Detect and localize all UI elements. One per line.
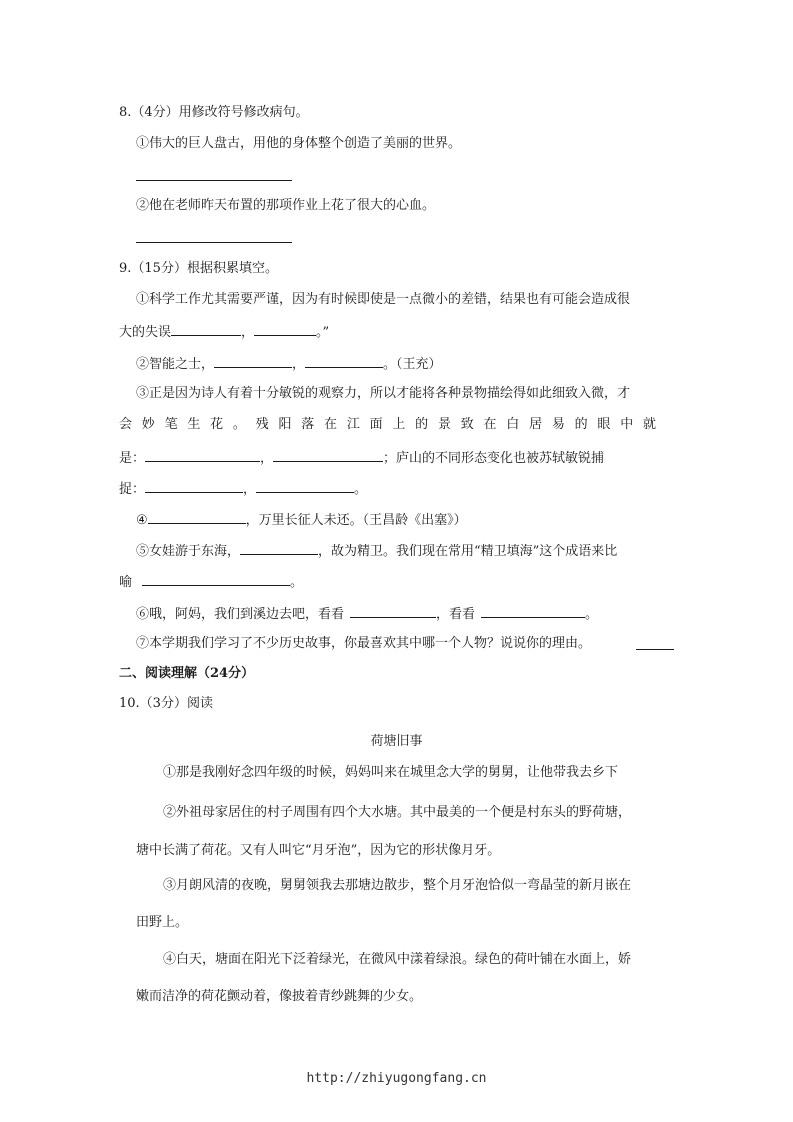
q9-item-2-text: ②智能之士，	[136, 357, 215, 372]
justified-char: 生	[187, 417, 201, 432]
paragraph-2-line-1: ②外祖母家居住的村子周围有四个大水塘。其中最美的一个便是村东头的野荷塘，	[163, 805, 632, 820]
fill-blank[interactable]	[254, 322, 316, 336]
q9-item-7-answer-line[interactable]	[636, 649, 674, 650]
justified-char: 妙	[141, 417, 155, 432]
q9-item-1-line-1: ①科学工作尤其需要严谨，因为有时候即使是一点微小的差错，结果也有可能会造成很	[136, 292, 631, 307]
paragraph-4-line-2: 嫩而洁净的荷花颤动着，像披着青纱跳舞的少女。	[136, 989, 423, 1004]
passage-title: 荷塘旧事	[370, 734, 423, 749]
justified-char: 在	[324, 417, 338, 432]
justified-char: 的	[574, 417, 588, 432]
q9-item-6	[136, 604, 598, 624]
fill-blank[interactable]	[240, 541, 318, 555]
justified-char: 笔	[164, 417, 178, 432]
q9-item-6-text-2: ，看看	[436, 607, 476, 622]
question-9-heading: 9.（15分）根据积累填空。	[119, 261, 278, 276]
question-8-heading: 8.（4分）用修改符号修改病句。	[119, 105, 309, 120]
justified-char: 上	[392, 417, 406, 432]
q9-item-3-label: 是：	[119, 451, 146, 466]
q9-item-3-label-2: 捉：	[119, 482, 146, 497]
q9-item-3-line-2	[119, 416, 656, 434]
justified-char: 落	[301, 417, 315, 432]
fill-blank[interactable]	[145, 448, 260, 462]
footer-url[interactable]: http://zhiyugongfang.cn	[306, 1071, 487, 1086]
justified-char: 的	[415, 417, 429, 432]
comma: ，	[260, 451, 274, 466]
justified-char: 。	[232, 417, 246, 432]
q9-item-5-text-3: 喻	[119, 575, 133, 590]
paragraph-3-line-1: ③月朗风清的夜晚，舅舅领我去那塘边散步，整个月牙泡恰似一弯晶莹的新月嵌在	[163, 878, 632, 893]
fill-blank[interactable]	[256, 479, 354, 493]
q9-item-4-num: ④	[136, 513, 148, 528]
justified-char: 残	[255, 417, 269, 432]
justified-char: 易	[551, 417, 565, 432]
q8-sentence-1: ①伟大的巨人盘古，用他的身体整个创造了美丽的世界。	[136, 136, 462, 151]
q9-item-5-line-2	[119, 572, 303, 592]
q9-item-3-line-3	[119, 448, 604, 468]
paragraph-4-line-1: ④白天，塘面在阳光下泛着绿光，在微风中漾着绿浪。绿色的荷叶铺在水面上，娇	[163, 952, 632, 967]
fill-blank[interactable]	[350, 604, 436, 618]
q9-item-3-line-1: ③正是因为诗人有着十分敏锐的观察力，所以才能将各种景物描绘得如此细致入微，才	[136, 386, 631, 401]
period: 。	[354, 482, 368, 497]
q9-item-5-text-2: ，故为精卫。我们现在常用“精卫填海”这个成语来比	[318, 544, 618, 559]
q9-item-6-text: ⑥哦，阿妈，我们到溪边去吧，看看	[136, 607, 345, 622]
q9-item-2	[136, 354, 442, 374]
fill-blank[interactable]	[273, 448, 383, 462]
justified-char: 致	[460, 417, 474, 432]
fill-blank[interactable]	[171, 322, 241, 336]
comma: ，	[292, 357, 306, 372]
justified-char: 景	[437, 417, 451, 432]
q8-answer-line-1[interactable]	[136, 180, 292, 181]
justified-char: 眼	[597, 417, 611, 432]
justified-char: 会	[119, 417, 133, 432]
fill-blank[interactable]	[305, 354, 383, 368]
justified-char: 江	[346, 417, 360, 432]
paragraph-1: ①那是我刚好念四年级的时候，妈妈叫来在城里念大学的舅舅，让他带我去乡下	[163, 765, 619, 780]
fill-blank[interactable]	[214, 354, 292, 368]
q9-item-1-text: 大的失误	[119, 325, 172, 340]
fill-blank[interactable]	[481, 604, 585, 618]
q9-item-3-text-2: ；庐山的不同形态变化也被苏轼敏锐捕	[383, 451, 605, 466]
q9-item-4-text: ，万里长征人未还。（王昌龄《出塞》）	[245, 513, 467, 528]
q9-item-4	[136, 510, 467, 530]
q9-item-5-text: ⑤女娃游于东海，	[136, 544, 241, 559]
q8-answer-line-2[interactable]	[136, 242, 292, 243]
justified-char: 花	[210, 417, 224, 432]
closing-quote: 。”	[316, 325, 330, 340]
question-10-heading: 10.（3分）阅读	[119, 696, 213, 711]
justified-char: 就	[642, 417, 656, 432]
justified-char: 居	[529, 417, 543, 432]
period: 。	[585, 607, 599, 622]
period: 。	[290, 575, 304, 590]
fill-blank[interactable]	[142, 572, 290, 586]
q8-sentence-2: ②他在老师昨天布置的那项作业上花了很大的心血。	[136, 198, 436, 213]
q9-item-3-line-4	[119, 479, 367, 499]
q9-item-5-line-1	[136, 541, 617, 561]
comma: ，	[241, 325, 255, 340]
q9-item-2-source: 。（王充）	[383, 357, 442, 372]
paragraph-3-line-2: 田野上。	[136, 915, 189, 930]
justified-char: 面	[369, 417, 383, 432]
paragraph-2-line-2: 塘中长满了荷花。又有人叫它“月牙泡”，因为它的形状像月牙。	[136, 843, 501, 858]
fill-blank[interactable]	[148, 510, 246, 524]
justified-char: 白	[506, 417, 520, 432]
fill-blank[interactable]	[145, 479, 243, 493]
q9-item-1-line-2	[119, 322, 329, 342]
justified-char: 在	[483, 417, 497, 432]
section-2-heading: 二、阅读理解（24分）	[119, 666, 255, 681]
justified-char: 中	[620, 417, 634, 432]
justified-char: 阳	[278, 417, 292, 432]
comma: ，	[243, 482, 257, 497]
q9-item-7: ⑦本学期我们学习了不少历史故事，你最喜欢其中哪一个人物？说说你的理由。	[136, 636, 592, 651]
